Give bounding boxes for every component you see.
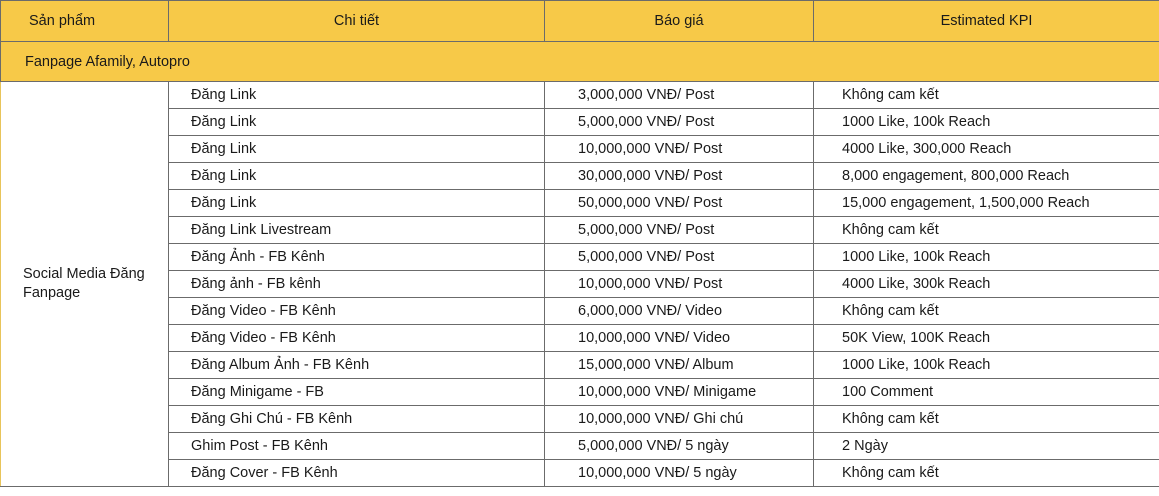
group-title: Fanpage Afamily, Autopro	[1, 42, 1159, 82]
header-detail: Chi tiết	[169, 1, 545, 42]
price-cell: 5,000,000 VNĐ/ 5 ngày	[545, 433, 814, 460]
detail-cell: Đăng Link	[169, 136, 545, 163]
table-row	[1, 136, 1159, 163]
kpi-cell: 50K View, 100K Reach	[814, 325, 1159, 352]
price-cell: 3,000,000 VNĐ/ Post	[545, 82, 814, 109]
detail-cell: Đăng ảnh - FB kênh	[169, 271, 545, 298]
table-row	[1, 190, 1159, 217]
detail-cell: Đăng Video - FB Kênh	[169, 325, 545, 352]
detail-cell: Đăng Cover - FB Kênh	[169, 460, 545, 487]
header-kpi: Estimated KPI	[814, 1, 1159, 42]
kpi-cell: 4000 Like, 300,000 Reach	[814, 136, 1159, 163]
detail-cell: Ghim Post - FB Kênh	[169, 433, 545, 460]
price-cell: 10,000,000 VNĐ/ Ghi chú	[545, 406, 814, 433]
detail-cell: Đăng Link	[169, 109, 545, 136]
table-header	[1, 1, 1159, 42]
price-cell: 10,000,000 VNĐ/ Minigame	[545, 379, 814, 406]
price-cell: 50,000,000 VNĐ/ Post	[545, 190, 814, 217]
table-row	[1, 379, 1159, 406]
table-row	[1, 109, 1159, 136]
price-cell: 6,000,000 VNĐ/ Video	[545, 298, 814, 325]
detail-cell: Đăng Minigame - FB	[169, 379, 545, 406]
kpi-cell: Không cam kết	[814, 217, 1159, 244]
table-row	[1, 352, 1159, 379]
price-cell: 10,000,000 VNĐ/ Post	[545, 136, 814, 163]
detail-cell: Đăng Link	[169, 190, 545, 217]
table-row	[1, 433, 1159, 460]
detail-cell: Đăng Ảnh - FB Kênh	[169, 244, 545, 271]
kpi-cell: 1000 Like, 100k Reach	[814, 109, 1159, 136]
table-row	[1, 244, 1159, 271]
detail-cell: Đăng Ghi Chú - FB Kênh	[169, 406, 545, 433]
table-row	[1, 163, 1159, 190]
table-row	[1, 298, 1159, 325]
kpi-cell: 100 Comment	[814, 379, 1159, 406]
price-cell: 10,000,000 VNĐ/ Post	[545, 271, 814, 298]
table-row	[1, 82, 1159, 109]
price-cell: 5,000,000 VNĐ/ Post	[545, 244, 814, 271]
table-row	[1, 460, 1159, 487]
price-cell: 15,000,000 VNĐ/ Album	[545, 352, 814, 379]
kpi-cell: 1000 Like, 100k Reach	[814, 352, 1159, 379]
header-product: Sản phẩm	[1, 1, 169, 42]
price-cell: 10,000,000 VNĐ/ 5 ngày	[545, 460, 814, 487]
kpi-cell: 1000 Like, 100k Reach	[814, 244, 1159, 271]
table-row	[1, 325, 1159, 352]
detail-cell: Đăng Album Ảnh - FB Kênh	[169, 352, 545, 379]
detail-cell: Đăng Link Livestream	[169, 217, 545, 244]
table-row	[1, 406, 1159, 433]
group-row	[1, 42, 1159, 82]
detail-cell: Đăng Link	[169, 163, 545, 190]
price-cell: 30,000,000 VNĐ/ Post	[545, 163, 814, 190]
detail-cell: Đăng Link	[169, 82, 545, 109]
kpi-cell: Không cam kết	[814, 460, 1159, 487]
kpi-cell: Không cam kết	[814, 82, 1159, 109]
kpi-cell: Không cam kết	[814, 406, 1159, 433]
product-name-cell: Social Media Đăng Fanpage	[1, 82, 169, 487]
kpi-cell: 15,000 engagement, 1,500,000 Reach	[814, 190, 1159, 217]
kpi-cell: 8,000 engagement, 800,000 Reach	[814, 163, 1159, 190]
price-cell: 10,000,000 VNĐ/ Video	[545, 325, 814, 352]
kpi-cell: 4000 Like, 300k Reach	[814, 271, 1159, 298]
table-row	[1, 271, 1159, 298]
price-cell: 5,000,000 VNĐ/ Post	[545, 109, 814, 136]
header-price: Báo giá	[545, 1, 814, 42]
kpi-cell: Không cam kết	[814, 298, 1159, 325]
table-row	[1, 217, 1159, 244]
price-cell: 5,000,000 VNĐ/ Post	[545, 217, 814, 244]
detail-cell: Đăng Video - FB Kênh	[169, 298, 545, 325]
kpi-cell: 2 Ngày	[814, 433, 1159, 460]
